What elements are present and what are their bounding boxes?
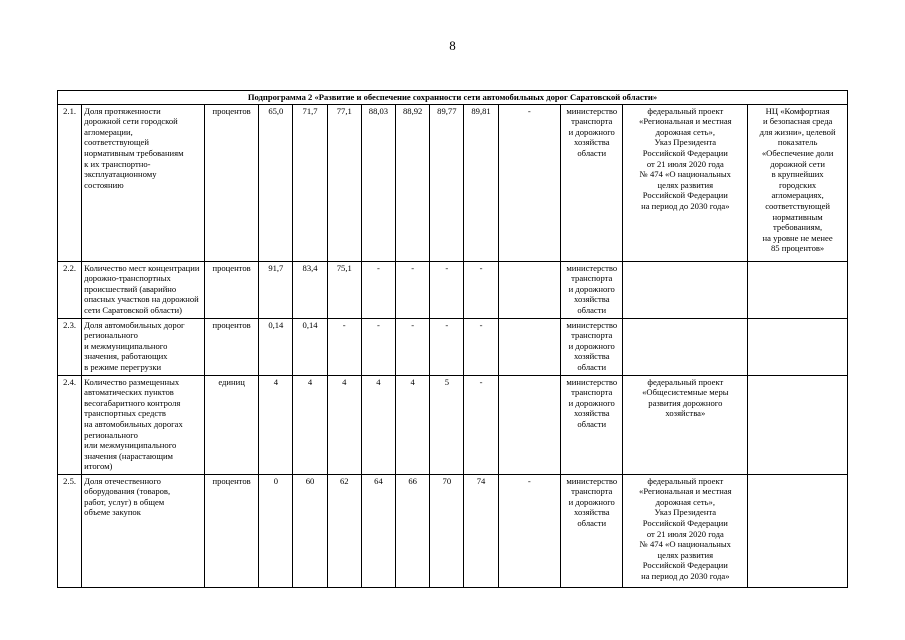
unit: процентов	[204, 474, 258, 587]
value-cell: 0,14	[293, 318, 327, 375]
indicator-name: Количество мест концентрации дорожно-транспортных происшествий (аварийно опасных участков на дорожной сети Саратовской области)	[82, 261, 205, 318]
extra-value-cell: -	[498, 474, 560, 587]
value-cell: -	[430, 261, 464, 318]
unit: процентов	[204, 261, 258, 318]
indicator-name: Доля отечественного оборудования (товаров, работ, услуг) в общем объеме закупок	[82, 474, 205, 587]
responsible-ministry: министерство транспорта и дорожного хозяйства области	[561, 474, 623, 587]
indicators-table	[57, 90, 848, 588]
value-cell: -	[396, 318, 430, 375]
value-cell: -	[464, 261, 498, 318]
unit: процентов	[204, 318, 258, 375]
value-cell: 88,92	[396, 104, 430, 261]
national-goal-note	[748, 318, 848, 375]
extra-value-cell	[498, 375, 560, 474]
value-cell: 83,4	[293, 261, 327, 318]
national-goal-note	[748, 261, 848, 318]
value-cell: 62	[327, 474, 361, 587]
table-row	[58, 104, 848, 261]
table-row	[58, 474, 848, 587]
responsible-ministry: министерство транспорта и дорожного хозяйства области	[561, 261, 623, 318]
value-cell: 0,14	[259, 318, 293, 375]
subprogram-header-row	[58, 91, 848, 105]
table-row	[58, 261, 848, 318]
table-row	[58, 318, 848, 375]
value-cell: -	[464, 318, 498, 375]
responsible-ministry: министерство транспорта и дорожного хозяйства области	[561, 104, 623, 261]
extra-value-cell	[498, 261, 560, 318]
row-number: 2.3.	[58, 318, 82, 375]
value-cell: 89,77	[430, 104, 464, 261]
extra-value-cell: -	[498, 104, 560, 261]
basis-document: федеральный проект «Общесистемные меры развития дорожного хозяйства»	[623, 375, 748, 474]
value-cell: 89,81	[464, 104, 498, 261]
unit: процентов	[204, 104, 258, 261]
row-number: 2.4.	[58, 375, 82, 474]
value-cell: 4	[361, 375, 395, 474]
value-cell: -	[430, 318, 464, 375]
value-cell: 4	[259, 375, 293, 474]
value-cell: 71,7	[293, 104, 327, 261]
national-goal-note: НЦ «Комфортная и безопасная среда для жизни», целевой показатель «Обеспечение доли дорожной сети в крупнейших городских агломерациях, соответствующей нормативным требованиям, на уровне не менее 85 процентов»	[748, 104, 848, 261]
value-cell: -	[361, 318, 395, 375]
basis-document: федеральный проект «Региональная и местная дорожная сеть», Указ Президента Российской Федерации от 21 июля 2020 года № 474 «О национальных целях развития Российской Федерации на период до 2030 года»	[623, 474, 748, 587]
value-cell: 75,1	[327, 261, 361, 318]
value-cell: -	[396, 261, 430, 318]
responsible-ministry: министерство транспорта и дорожного хозяйства области	[561, 375, 623, 474]
value-cell: 88,03	[361, 104, 395, 261]
extra-value-cell	[498, 318, 560, 375]
value-cell: 91,7	[259, 261, 293, 318]
value-cell: 4	[327, 375, 361, 474]
value-cell: 74	[464, 474, 498, 587]
value-cell: 60	[293, 474, 327, 587]
row-number: 2.1.	[58, 104, 82, 261]
value-cell: 4	[293, 375, 327, 474]
indicator-name: Доля протяженности дорожной сети городской агломерации, соответствующей нормативным требованиям к их транспортно- эксплуатационному состоянию	[82, 104, 205, 261]
subprogram-title: Подпрограмма 2 «Развитие и обеспечение сохранности сети автомобильных дорог Саратовской области»	[58, 91, 848, 105]
value-cell: 77,1	[327, 104, 361, 261]
table-row	[58, 375, 848, 474]
value-cell: 66	[396, 474, 430, 587]
value-cell: 70	[430, 474, 464, 587]
indicator-name: Доля автомобильных дорог регионального и межмуниципального значения, работающих в режиме перегрузки	[82, 318, 205, 375]
page-number: 8	[449, 38, 456, 53]
value-cell: 64	[361, 474, 395, 587]
value-cell: -	[464, 375, 498, 474]
indicator-name: Количество размещенных автоматических пунктов весогабаритного контроля транспортных средств на автомобильных дорогах регионального или межмуниципального значения (нарастающим итогом)	[82, 375, 205, 474]
national-goal-note	[748, 375, 848, 474]
value-cell: 4	[396, 375, 430, 474]
basis-document	[623, 261, 748, 318]
value-cell: 5	[430, 375, 464, 474]
value-cell: 65,0	[259, 104, 293, 261]
row-number: 2.5.	[58, 474, 82, 587]
national-goal-note	[748, 474, 848, 587]
value-cell: -	[327, 318, 361, 375]
responsible-ministry: министерство транспорта и дорожного хозяйства области	[561, 318, 623, 375]
value-cell: 0	[259, 474, 293, 587]
basis-document: федеральный проект «Региональная и местная дорожная сеть», Указ Президента Российской Федерации от 21 июля 2020 года № 474 «О национальных целях развития Российской Федерации на период до 2030 года»	[623, 104, 748, 261]
unit: единиц	[204, 375, 258, 474]
row-number: 2.2.	[58, 261, 82, 318]
value-cell: -	[361, 261, 395, 318]
basis-document	[623, 318, 748, 375]
